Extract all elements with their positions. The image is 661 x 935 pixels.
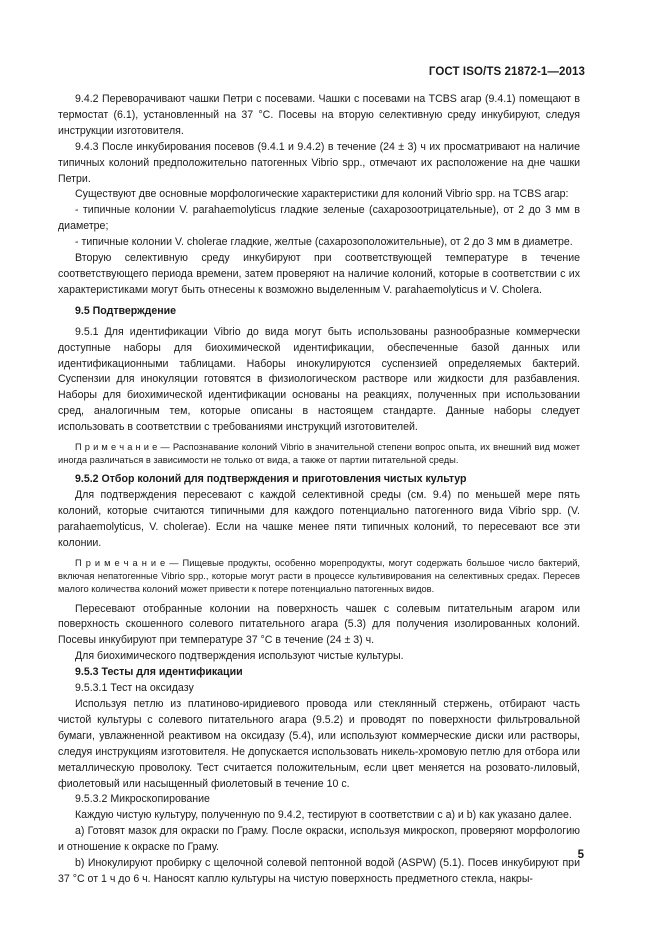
page-number: 5 <box>577 849 584 861</box>
section-heading-9-5-3: 9.5.3 Тесты для идентификации <box>75 666 243 679</box>
note-1-label: П р и м е ч а н и е <box>75 442 158 453</box>
paragraph-oxidase: Используя петлю из платиново-иридиевого провода или стеклянный стержень, отбирают часть чистой культуры с солевого питательного агара (9.5.2) и проводят по поверхности фильтровальной бумаги, увлажненной реактивом на оксидазу (5.4), или используют коммерческие диски или растворы, следуя инструкциям изготовителя. Не допускается использовать никель-хромовую петлю для отбора или металлическую проволоку. Тест считается положительным, если цвет меняется на розовато-лиловый, фиолетовый или насыщенный фиолетовый в течение 10 с. <box>58 698 580 790</box>
section-heading-9-5-2: 9.5.2 Отбор колоний для подтверждения и приготовления чистых культур <box>75 473 467 486</box>
note-1 <box>58 441 580 467</box>
paragraph-subculture: Пересевают отобранные колонии на поверхность чашек с солевым питательным агаром или поверхность скошенного солевого питательного агара (5.3) для получения изолированных колоний. Посевы инкубируют при температуре 37 °С в течение (24 ± 3) ч. <box>58 602 580 647</box>
list-item-b: b) Инокулируют пробирку с щелочной солевой пептонной водой (ASPW) (5.1). Посев инкубируют при 37 °С от 1 ч до 6 ч. Наносят каплю культуры на чистую поверхность предметного стекла, накры- <box>58 857 580 885</box>
paragraph-morphology-intro: Существуют две основные морфологические характеристики для колоний Vibrio spp. на TCBS агар: <box>75 188 569 201</box>
subheading-microscopy: 9.5.3.2 Микроскопирование <box>75 793 210 806</box>
note-2-label: П р и м е ч а н и е <box>75 557 166 568</box>
paragraph-microscopy-intro: Каждую чистую культуру, полученную по 9.4.2, тестируют в соответствии с a) и b) как указано далее. <box>75 809 572 822</box>
section-heading-9-5: 9.5 Подтверждение <box>75 304 177 317</box>
document-body <box>58 92 580 888</box>
list-item-a: a) Готовят мазок для окраски по Граму. После окраски, используя микроскоп, проверяют морфологию и отношение к окраске по Граму. <box>58 825 580 854</box>
paragraph-selection: Для подтверждения пересевают с каждой селективной среды (см. 9.4) по меньшей мере пять колоний, которые считаются типичными для каждого потенциально патогенного вида Vibrio spp. (V. parahaemolyticus, V. cholerae). Если на чашке менее пяти типичных колоний, то пересевают все эти колонии. <box>58 489 580 550</box>
document-header: ГОСТ ISO/TS 21872-1—2013 <box>428 66 585 78</box>
paragraph-pure-cultures: Для биохимического подтверждения используют чистые культуры. <box>75 650 404 663</box>
note-2-text: — Пищевые продукты, особенно морепродукты, могут содержать большое число бактерий, включая непатогенные Vibrio spp., которые могут расти в процессе культивирования на селективных средах. Пересев малого количества колоний может привести к потере потенциально патогенных видов. <box>58 557 580 595</box>
paragraph-second-medium: Вторую селективную среду инкубируют при соответствующей температуре в течение соответствующего периода времени, затем проверяют на наличие колоний, которые в соответствии с их характеристиками могут быть отнесены к возможно выделенным V. parahaemolyticus и V. Cholera. <box>58 252 580 296</box>
list-item-parahaemolyticus: - типичные колонии V. parahaemolyticus гладкие зеленые (сахарозоотрицательные), от 2 до 3 мм в диаметре; <box>58 204 580 233</box>
note-2 <box>58 557 580 597</box>
subheading-oxidase: 9.5.3.1 Тест на оксидазу <box>75 682 194 695</box>
note-1-text: — Распознавание колоний Vibrio в значительной степени вопрос опыта, их внешний вид может иногда различаться в зависимости не только от вида, а также от партии питательной среды. <box>58 442 580 466</box>
paragraph-9-4-2: 9.4.2 Переворачивают чашки Петри с посевами. Чашки с посевами на TCBS агар (9.4.1) помещают в термостат (6.1), установленный на 37 °С. Посевы на вторую селективную среду инкубируют, следуя инструкции изготовителя. <box>58 93 580 137</box>
list-item-cholerae: - типичные колонии V. cholerae гладкие, желтые (сахарозоположительные), от 2 до 3 мм в диаметре. <box>75 236 573 249</box>
paragraph-9-5-1: 9.5.1 Для идентификации Vibrio до вида могут быть использованы разнообразные коммерчески доступные наборы для биохимической идентификации, обеспеченные базой данных или идентификационными таблицами. Наборы инокулируются суспензией определяемых бактерий. Суспензии для инокуляции готовятся в физиологическом растворе или жидкости для разбавления. Наборы для биохимической идентификации основаны на реакциях, полученных при использовании сред, аналогичным тем, которые описаны в настоящем стандарте. Данные наборы следует использовать в соответствии с требованиями инструкций изготовителей. <box>58 325 580 434</box>
paragraph-9-4-3: 9.4.3 После инкубирования посевов (9.4.1 и 9.4.2) в течение (24 ± 3) ч их просматривают на наличие типичных колоний предположительно патогенных Vibrio spp., отмечают их расположение на дне чашки Петри. <box>58 140 580 185</box>
